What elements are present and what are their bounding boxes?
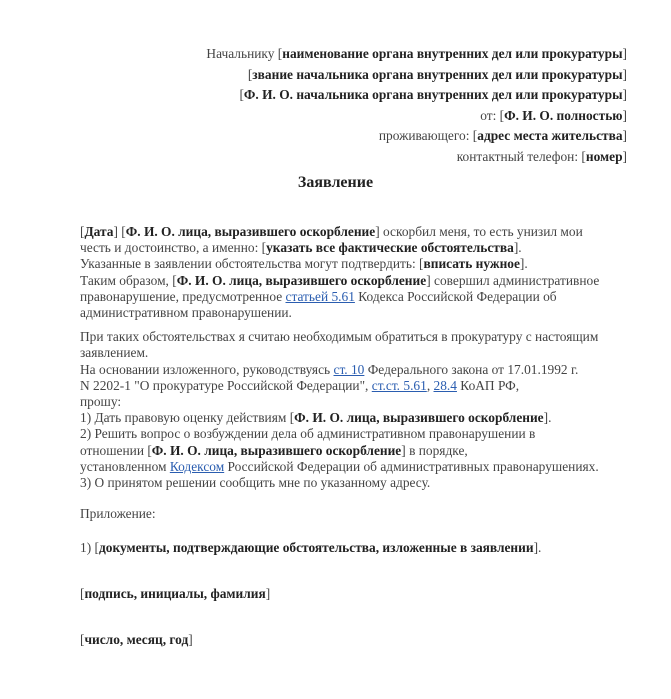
field-offender-name: Ф. И. О. лица, выразившего оскорбление [294,410,544,426]
field-attachment-documents: документы, подтверждающие обстоятельства, изложенные в заявлении [98,540,534,555]
addressee-block [206,44,627,168]
field-offender-name: Ф. И. О. лица, выразившего оскорбление [151,442,402,458]
header-line-address: проживающего: [адрес места жительства] [378,128,627,144]
field-applicant-name: Ф. И. О. полностью [504,107,623,123]
field-chief-rank: звание начальника органа внутренних дел или прокуратуры [252,66,623,82]
field-phone: номер [585,148,623,164]
attachment-item: 1) [документы, подтверждающие обстоятельства, изложенные в заявлении]. [80,540,542,555]
header-line-chief-name: [Ф. И. О. начальника органа внутренних дел или прокуратуры] [239,87,627,103]
paragraph-offense-line-3: административном правонарушении. [80,305,292,321]
request-item-2-line-2: отношении [Ф. И. О. лица, выразившего оскорбление] в порядке, [80,442,468,458]
paragraph-basis-line-2: N 2202-1 "О прокуратуре Российской Федерации", ст.ст. 5.61, 28.4 КоАП РФ, [80,377,520,393]
paragraph-basis-line-1: На основании изложенного, руководствуясь ст. 10 Федерального закона от 17.01.1992 г. [80,361,579,377]
field-chief-name: Ф. И. О. начальника органа внутренних дел или прокуратуры [243,87,623,103]
paragraph-witnesses: Указанные в заявлении обстоятельства могут подтвердить: [вписать нужное]. [80,256,528,272]
spacer [80,321,640,329]
field-offender-name: Ф. И. О. лица, выразившего оскорбление [125,224,376,239]
paragraph-request: прошу: [80,394,122,410]
header-line-rank: [звание начальника органа внутренних дел или прокуратуры] [247,66,627,82]
link-code[interactable]: Кодексом [169,458,225,474]
field-circumstances: указать все фактические обстоятельства [266,240,514,256]
request-item-2-line-1: 2) Решить вопрос о возбуждении дела об административном правонарушении в [80,426,536,442]
field-date: Дата [84,224,114,239]
field-witnesses: вписать нужное [423,256,520,272]
paragraph-offense-line-1: Таким образом, [Ф. И. О. лица, выразившего оскорбление] совершил административное [80,272,600,288]
link-article-28-4[interactable]: 28.4 [433,377,457,393]
request-item-3: 3) О принятом решении сообщить мне по указанному адресу. [80,475,431,491]
link-article-5-61[interactable]: статьей 5.61 [285,288,355,304]
paragraph-offense-line-2: правонарушение, предусмотренное статьей 5.61 Кодекса Российской Федерации об [80,288,557,304]
date-field: [число, месяц, год] [80,632,193,647]
link-article-10[interactable]: ст. 10 [333,361,365,377]
paragraph-appeal-line-1: При таких обстоятельствах я считаю необходимым обратиться в прокуратуру с настоящим [80,329,599,345]
header-line-phone: контактный телефон: [номер] [456,148,627,164]
header-line-from: от: [Ф. И. О. полностью] [480,107,627,123]
field-offender-name: Ф. И. О. лица, выразившего оскорбление [176,272,427,288]
field-address: адрес места жительства [477,128,623,144]
header-line-chief: Начальнику [наименование органа внутренних дел или прокуратуры] [206,46,627,61]
paragraph-incident-line-1: [Дата] [Ф. И. О. лица, выразившего оскорбление] оскорбил меня, то есть унизил мои [80,224,583,239]
attachments-label: Приложение: [80,506,156,521]
link-articles-5-61[interactable]: ст.ст. 5.61 [371,377,427,393]
signature-field: [подпись, инициалы, фамилия] [80,586,271,601]
document-body [80,224,640,491]
request-item-1: 1) Дать правовую оценку действиям [Ф. И. О. лица, выразившего оскорбление]. [80,410,552,426]
paragraph-incident-line-2: честь и достоинство, а именно: [указать все фактические обстоятельства]. [80,240,522,256]
document-title: Заявление [297,174,374,191]
paragraph-appeal-line-2: заявлением. [80,345,149,361]
request-item-2-line-3: установленном Кодексом Российской Федерации об административных правонарушениях. [80,458,599,474]
field-authority-name: наименование органа внутренних дел или прокуратуры [282,46,623,61]
